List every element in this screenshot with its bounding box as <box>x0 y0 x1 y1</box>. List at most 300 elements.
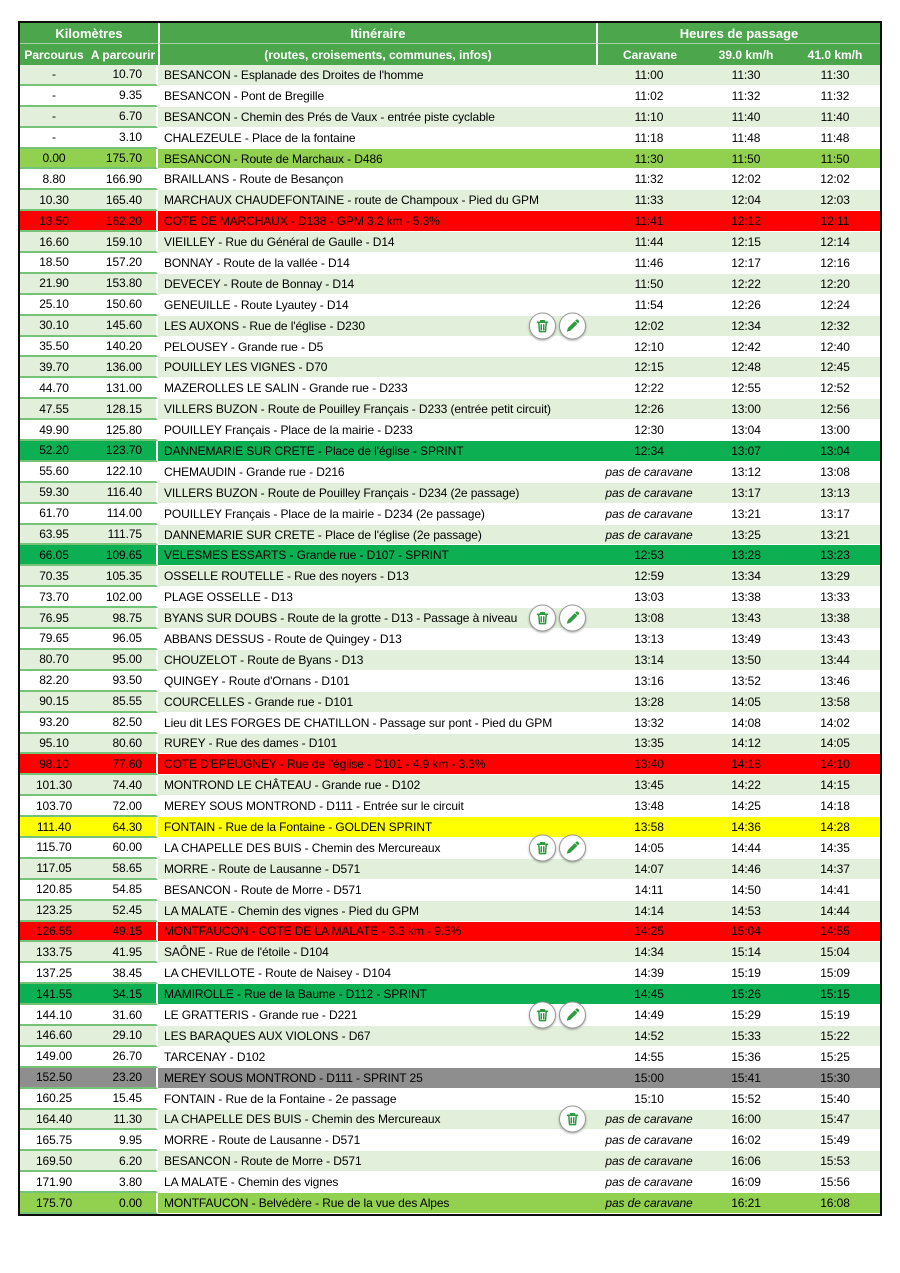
cell-itineraire <box>158 483 596 504</box>
table-row[interactable] <box>20 880 880 901</box>
cell-parcourus: 165.75 <box>20 1130 88 1151</box>
table-row[interactable] <box>20 295 880 316</box>
table-body <box>20 65 880 1214</box>
table-row[interactable] <box>20 545 880 566</box>
table-row[interactable] <box>20 963 880 984</box>
header-speed-39: 39.0 km/h <box>718 47 774 62</box>
itineraire-text: OSSELLE ROUTELLE - Rue des noyers - D13 <box>164 569 409 584</box>
cell-time-39: 13:12 <box>702 462 790 483</box>
cell-itineraire <box>158 650 596 671</box>
itineraire-text: PLAGE OSSELLE - D13 <box>164 590 293 605</box>
cell-itineraire <box>158 232 596 253</box>
cell-parcourus: 160.25 <box>20 1089 88 1110</box>
cell-caravane: 14:34 <box>596 942 702 963</box>
cell-caravane: 13:13 <box>596 629 702 650</box>
cell-a-parcourir: 74.40 <box>88 775 158 796</box>
itineraire-text: DANNEMARIE SUR CRETE - Place de l'église (2e passage) <box>164 527 482 542</box>
itineraire-text: BESANCON - Route de Morre - D571 <box>164 1154 362 1169</box>
table-row[interactable] <box>20 232 880 253</box>
cell-itineraire <box>158 1110 596 1131</box>
pencil-icon <box>565 611 580 626</box>
table-header-sub <box>20 44 880 65</box>
table-row[interactable] <box>20 1005 880 1026</box>
cell-parcourus: 117.05 <box>20 859 88 880</box>
cell-time-39: 13:38 <box>702 587 790 608</box>
table-row[interactable] <box>20 796 880 817</box>
itineraire-text: LA MALATE - Chemin des vignes - Pied du GPM <box>164 903 419 918</box>
table-row[interactable] <box>20 525 880 546</box>
cell-time-41: 14:18 <box>790 796 880 817</box>
cell-caravane: 13:48 <box>596 796 702 817</box>
cell-a-parcourir: 85.55 <box>88 692 158 713</box>
cell-caravane: pas de caravane <box>596 1172 702 1193</box>
cell-parcourus: 8.80 <box>20 169 88 190</box>
cell-time-39: 14:50 <box>702 880 790 901</box>
edit-row-button[interactable] <box>559 1002 586 1029</box>
delete-row-button[interactable] <box>529 312 556 339</box>
itineraire-text: LES BARAQUES AUX VIOLONS - D67 <box>164 1028 371 1043</box>
cell-time-39: 14:53 <box>702 901 790 922</box>
cell-caravane: pas de caravane <box>596 1151 702 1172</box>
cell-itineraire <box>158 169 596 190</box>
table-row[interactable] <box>20 462 880 483</box>
table-row[interactable] <box>20 1068 880 1089</box>
table-row[interactable] <box>20 692 880 713</box>
itineraire-text: TARCENAY - D102 <box>164 1049 266 1064</box>
cell-time-39: 11:48 <box>702 128 790 149</box>
cell-time-41: 15:47 <box>790 1110 880 1131</box>
cell-parcourus: 82.20 <box>20 671 88 692</box>
trash-icon <box>535 611 550 626</box>
cell-time-41: 12:03 <box>790 190 880 211</box>
delete-row-button[interactable] <box>559 1106 586 1133</box>
table-row[interactable] <box>20 1026 880 1047</box>
itineraire-text: MONTFAUCON - COTE DE LA MALATE - 3.3 km - 9.5% <box>164 924 462 939</box>
cell-time-41: 15:30 <box>790 1068 880 1089</box>
delete-row-button[interactable] <box>529 1002 556 1029</box>
table-row[interactable] <box>20 1172 880 1193</box>
table-row[interactable] <box>20 1151 880 1172</box>
itineraire-text: VELESMES ESSARTS - Grande rue - D107 - SPRINT <box>164 548 449 563</box>
cell-time-41: 12:56 <box>790 399 880 420</box>
cell-time-39: 15:33 <box>702 1026 790 1047</box>
itineraire-text: VILLERS BUZON - Route de Pouilley Français - D233 (entrée petit circuit) <box>164 402 551 417</box>
table-row[interactable] <box>20 211 880 232</box>
cell-parcourus: 123.25 <box>20 901 88 922</box>
cell-itineraire <box>158 441 596 462</box>
cell-time-41: 14:41 <box>790 880 880 901</box>
cell-caravane: 12:10 <box>596 337 702 358</box>
cell-parcourus: 103.70 <box>20 796 88 817</box>
cell-parcourus: 90.15 <box>20 692 88 713</box>
cell-time-41: 15:15 <box>790 984 880 1005</box>
table-row[interactable] <box>20 650 880 671</box>
itineraire-text: SAÔNE - Rue de l'étoile - D104 <box>164 945 329 960</box>
cell-caravane: 14:14 <box>596 901 702 922</box>
itineraire-text: PELOUSEY - Grande rue - D5 <box>164 339 324 354</box>
cell-caravane: 11:46 <box>596 253 702 274</box>
cell-time-39: 16:21 <box>702 1193 790 1214</box>
cell-parcourus: 66.05 <box>20 545 88 566</box>
cell-time-41: 11:50 <box>790 149 880 170</box>
table-row[interactable] <box>20 587 880 608</box>
cell-a-parcourir: 9.95 <box>88 1130 158 1151</box>
itineraire-text: MONTFAUCON - Belvédère - Rue de la vue des Alpes <box>164 1196 450 1211</box>
cell-itineraire <box>158 901 596 922</box>
cell-a-parcourir: 96.05 <box>88 629 158 650</box>
cell-itineraire <box>158 190 596 211</box>
cell-caravane: 13:14 <box>596 650 702 671</box>
itineraire-text: Lieu dit LES FORGES DE CHATILLON - Passage sur pont - Pied du GPM <box>164 715 553 730</box>
cell-time-41: 15:56 <box>790 1172 880 1193</box>
cell-time-39: 12:34 <box>702 316 790 337</box>
cell-time-41: 15:22 <box>790 1026 880 1047</box>
cell-time-39: 13:07 <box>702 441 790 462</box>
cell-a-parcourir: 31.60 <box>88 1005 158 1026</box>
cell-parcourus: 73.70 <box>20 587 88 608</box>
cell-time-39: 16:06 <box>702 1151 790 1172</box>
itineraire-text: BESANCON - Route de Morre - D571 <box>164 882 362 897</box>
cell-time-41: 12:40 <box>790 337 880 358</box>
cell-parcourus: 171.90 <box>20 1172 88 1193</box>
cell-a-parcourir: 128.15 <box>88 399 158 420</box>
cell-time-39: 13:52 <box>702 671 790 692</box>
table-row[interactable] <box>20 441 880 462</box>
cell-a-parcourir: 116.40 <box>88 483 158 504</box>
cell-caravane: 12:02 <box>596 316 702 337</box>
table-row[interactable] <box>20 754 880 775</box>
cell-time-41: 14:10 <box>790 754 880 775</box>
header-a-parcourir: A parcourir <box>90 47 156 62</box>
cell-parcourus: 21.90 <box>20 274 88 295</box>
table-row[interactable] <box>20 253 880 274</box>
header-parcourus: Parcourus <box>24 47 84 62</box>
cell-caravane: 13:32 <box>596 713 702 734</box>
table-row[interactable] <box>20 629 880 650</box>
table-row[interactable] <box>20 1089 880 1110</box>
cell-time-39: 16:09 <box>702 1172 790 1193</box>
cell-parcourus: 52.20 <box>20 441 88 462</box>
cell-caravane: 15:00 <box>596 1068 702 1089</box>
cell-itineraire <box>158 859 596 880</box>
cell-caravane: 13:45 <box>596 775 702 796</box>
cell-caravane: pas de caravane <box>596 525 702 546</box>
table-row[interactable] <box>20 357 880 378</box>
table-row[interactable] <box>20 1193 880 1214</box>
cell-itineraire <box>158 128 596 149</box>
cell-caravane: 11:10 <box>596 107 702 128</box>
table-row[interactable] <box>20 65 880 86</box>
table-row[interactable] <box>20 420 880 441</box>
table-row[interactable] <box>20 399 880 420</box>
table-row[interactable] <box>20 149 880 170</box>
edit-row-button[interactable] <box>559 605 586 632</box>
edit-row-button[interactable] <box>559 834 586 861</box>
cell-a-parcourir: 145.60 <box>88 316 158 337</box>
cell-a-parcourir: 80.60 <box>88 734 158 755</box>
cell-parcourus: 120.85 <box>20 880 88 901</box>
itineraire-text: BESANCON - Pont de Bregille <box>164 88 325 103</box>
cell-caravane: pas de caravane <box>596 1193 702 1214</box>
cell-itineraire <box>158 1089 596 1110</box>
cell-caravane: 14:45 <box>596 984 702 1005</box>
itineraire-text: QUINGEY - Route d'Ornans - D101 <box>164 673 350 688</box>
table-row[interactable] <box>20 838 880 859</box>
cell-time-39: 15:41 <box>702 1068 790 1089</box>
cell-time-39: 12:48 <box>702 357 790 378</box>
cell-a-parcourir: 136.00 <box>88 357 158 378</box>
table-row[interactable] <box>20 86 880 107</box>
cell-time-39: 13:49 <box>702 629 790 650</box>
table-row[interactable] <box>20 378 880 399</box>
cell-a-parcourir: 60.00 <box>88 838 158 859</box>
cell-time-41: 13:00 <box>790 420 880 441</box>
table-row[interactable] <box>20 734 880 755</box>
cell-itineraire <box>158 629 596 650</box>
delete-row-button[interactable] <box>529 834 556 861</box>
table-row[interactable] <box>20 1110 880 1131</box>
table-header-top <box>20 23 880 44</box>
table-row[interactable] <box>20 169 880 190</box>
cell-a-parcourir: 166.90 <box>88 169 158 190</box>
cell-time-41: 11:48 <box>790 128 880 149</box>
cell-a-parcourir: 72.00 <box>88 796 158 817</box>
cell-a-parcourir: 109.65 <box>88 545 158 566</box>
cell-caravane: pas de caravane <box>596 1130 702 1151</box>
cell-caravane: 11:33 <box>596 190 702 211</box>
cell-caravane: 12:30 <box>596 420 702 441</box>
cell-parcourus: 80.70 <box>20 650 88 671</box>
table-row[interactable] <box>20 713 880 734</box>
cell-a-parcourir: 54.85 <box>88 880 158 901</box>
cell-itineraire <box>158 1151 596 1172</box>
cell-time-39: 12:02 <box>702 169 790 190</box>
table-row[interactable] <box>20 316 880 337</box>
cell-time-41: 14:02 <box>790 713 880 734</box>
itineraire-text: ABBANS DESSUS - Route de Quingey - D13 <box>164 631 402 646</box>
cell-time-39: 14:05 <box>702 692 790 713</box>
cell-time-39: 11:32 <box>702 86 790 107</box>
cell-time-41: 13:58 <box>790 692 880 713</box>
cell-time-41: 12:20 <box>790 274 880 295</box>
itineraire-text: LA CHAPELLE DES BUIS - Chemin des Mercureaux <box>164 840 441 855</box>
cell-time-39: 13:28 <box>702 545 790 566</box>
table-row[interactable] <box>20 775 880 796</box>
cell-itineraire <box>158 838 596 859</box>
cell-a-parcourir: 9.35 <box>88 86 158 107</box>
table-row[interactable] <box>20 1130 880 1151</box>
cell-time-41: 13:43 <box>790 629 880 650</box>
cell-caravane: 13:08 <box>596 608 702 629</box>
table-row[interactable] <box>20 942 880 963</box>
table-row[interactable] <box>20 566 880 587</box>
cell-caravane: 14:49 <box>596 1005 702 1026</box>
cell-time-39: 13:34 <box>702 566 790 587</box>
cell-itineraire <box>158 942 596 963</box>
cell-a-parcourir: 122.10 <box>88 462 158 483</box>
table-row[interactable] <box>20 671 880 692</box>
cell-caravane: 14:52 <box>596 1026 702 1047</box>
row-actions <box>529 312 586 339</box>
itineraire-text: BESANCON - Esplanade des Droites de l'homme <box>164 67 424 82</box>
cell-caravane: 12:26 <box>596 399 702 420</box>
cell-caravane: 11:41 <box>596 211 702 232</box>
cell-itineraire <box>158 86 596 107</box>
table-row[interactable] <box>20 274 880 295</box>
cell-time-41: 14:28 <box>790 817 880 838</box>
cell-time-41: 13:08 <box>790 462 880 483</box>
cell-time-39: 13:00 <box>702 399 790 420</box>
cell-caravane: 14:07 <box>596 859 702 880</box>
cell-time-39: 11:30 <box>702 65 790 86</box>
cell-parcourus: 126.55 <box>20 922 88 943</box>
cell-time-41: 13:21 <box>790 525 880 546</box>
cell-time-41: 14:35 <box>790 838 880 859</box>
itineraire-text: COURCELLES - Grande rue - D101 <box>164 694 354 709</box>
cell-time-41: 12:32 <box>790 316 880 337</box>
cell-parcourus: 137.25 <box>20 963 88 984</box>
cell-parcourus: 25.10 <box>20 295 88 316</box>
cell-a-parcourir: 49.15 <box>88 922 158 943</box>
pencil-icon <box>565 840 580 855</box>
cell-caravane: 14:25 <box>596 922 702 943</box>
itineraire-text: LA MALATE - Chemin des vignes <box>164 1175 339 1190</box>
cell-itineraire <box>158 65 596 86</box>
cell-time-39: 13:25 <box>702 525 790 546</box>
cell-time-41: 12:45 <box>790 357 880 378</box>
table-row[interactable] <box>20 190 880 211</box>
cell-itineraire <box>158 775 596 796</box>
cell-parcourus: 63.95 <box>20 525 88 546</box>
cell-parcourus: 30.10 <box>20 316 88 337</box>
table-row[interactable] <box>20 128 880 149</box>
itineraire-text: MORRE - Route de Lausanne - D571 <box>164 1133 361 1148</box>
table-row[interactable] <box>20 608 880 629</box>
table-row[interactable] <box>20 901 880 922</box>
cell-a-parcourir: 11.30 <box>88 1110 158 1131</box>
cell-a-parcourir: 58.65 <box>88 859 158 880</box>
cell-time-41: 15:53 <box>790 1151 880 1172</box>
cell-a-parcourir: 131.00 <box>88 378 158 399</box>
table-row[interactable] <box>20 1047 880 1068</box>
itineraire-text: GENEUILLE - Route Lyautey - D14 <box>164 297 349 312</box>
cell-a-parcourir: 41.95 <box>88 942 158 963</box>
cell-a-parcourir: 111.75 <box>88 525 158 546</box>
cell-parcourus: 10.30 <box>20 190 88 211</box>
cell-parcourus: 39.70 <box>20 357 88 378</box>
cell-caravane: 12:59 <box>596 566 702 587</box>
cell-a-parcourir: 95.00 <box>88 650 158 671</box>
itineraire-text: BESANCON - Chemin des Prés de Vaux - entrée piste cyclable <box>164 109 495 124</box>
cell-caravane: 13:35 <box>596 734 702 755</box>
cell-itineraire <box>158 462 596 483</box>
cell-itineraire <box>158 1047 596 1068</box>
itineraire-text: MARCHAUX CHAUDEFONTAINE - route de Champoux - Pied du GPM <box>164 193 539 208</box>
cell-time-41: 14:44 <box>790 901 880 922</box>
edit-row-button[interactable] <box>559 312 586 339</box>
cell-itineraire <box>158 713 596 734</box>
cell-time-39: 12:17 <box>702 253 790 274</box>
cell-parcourus: 35.50 <box>20 337 88 358</box>
cell-itineraire <box>158 922 596 943</box>
cell-a-parcourir: 15.45 <box>88 1089 158 1110</box>
cell-time-41: 13:44 <box>790 650 880 671</box>
cell-parcourus: 115.70 <box>20 838 88 859</box>
cell-parcourus: 98.10 <box>20 754 88 775</box>
cell-itineraire <box>158 525 596 546</box>
trash-icon <box>535 840 550 855</box>
cell-itineraire <box>158 378 596 399</box>
table-row[interactable] <box>20 984 880 1005</box>
cell-time-41: 11:40 <box>790 107 880 128</box>
table-row[interactable] <box>20 483 880 504</box>
cell-itineraire <box>158 1130 596 1151</box>
cell-itineraire <box>158 504 596 525</box>
itineraire-text: LA CHEVILLOTE - Route de Naisey - D104 <box>164 966 391 981</box>
cell-caravane: pas de caravane <box>596 1110 702 1131</box>
cell-a-parcourir: 3.10 <box>88 128 158 149</box>
cell-time-41: 13:46 <box>790 671 880 692</box>
cell-time-39: 16:00 <box>702 1110 790 1131</box>
cell-parcourus: - <box>20 86 88 107</box>
cell-parcourus: 169.50 <box>20 1151 88 1172</box>
cell-time-41: 12:16 <box>790 253 880 274</box>
cell-parcourus: 95.10 <box>20 734 88 755</box>
cell-a-parcourir: 150.60 <box>88 295 158 316</box>
table-row[interactable] <box>20 504 880 525</box>
cell-caravane: 12:22 <box>596 378 702 399</box>
cell-itineraire <box>158 692 596 713</box>
cell-itineraire <box>158 316 596 337</box>
cell-caravane: 11:44 <box>596 232 702 253</box>
cell-time-41: 13:33 <box>790 587 880 608</box>
itinerary-table <box>18 21 882 1216</box>
cell-parcourus: 149.00 <box>20 1047 88 1068</box>
cell-a-parcourir: 23.20 <box>88 1068 158 1089</box>
trash-icon <box>565 1112 580 1127</box>
cell-caravane: 11:50 <box>596 274 702 295</box>
cell-a-parcourir: 125.80 <box>88 420 158 441</box>
cell-a-parcourir: 102.00 <box>88 587 158 608</box>
cell-time-39: 13:50 <box>702 650 790 671</box>
cell-time-39: 16:02 <box>702 1130 790 1151</box>
itineraire-text: LE GRATTERIS - Grande rue - D221 <box>164 1008 358 1023</box>
cell-itineraire <box>158 880 596 901</box>
table-row[interactable] <box>20 337 880 358</box>
cell-caravane: 11:02 <box>596 86 702 107</box>
cell-caravane: 14:39 <box>596 963 702 984</box>
cell-time-39: 14:18 <box>702 754 790 775</box>
table-row[interactable] <box>20 922 880 943</box>
cell-time-41: 11:32 <box>790 86 880 107</box>
cell-caravane: 15:10 <box>596 1089 702 1110</box>
table-row[interactable] <box>20 817 880 838</box>
cell-caravane: pas de caravane <box>596 462 702 483</box>
cell-itineraire <box>158 1068 596 1089</box>
cell-parcourus: 79.65 <box>20 629 88 650</box>
cell-caravane: 13:03 <box>596 587 702 608</box>
table-row[interactable] <box>20 859 880 880</box>
cell-caravane: pas de caravane <box>596 483 702 504</box>
cell-parcourus: 76.95 <box>20 608 88 629</box>
cell-itineraire <box>158 107 596 128</box>
delete-row-button[interactable] <box>529 605 556 632</box>
table-row[interactable] <box>20 107 880 128</box>
cell-a-parcourir: 10.70 <box>88 65 158 86</box>
cell-itineraire <box>158 1026 596 1047</box>
cell-time-41: 15:25 <box>790 1047 880 1068</box>
cell-parcourus: 111.40 <box>20 817 88 838</box>
